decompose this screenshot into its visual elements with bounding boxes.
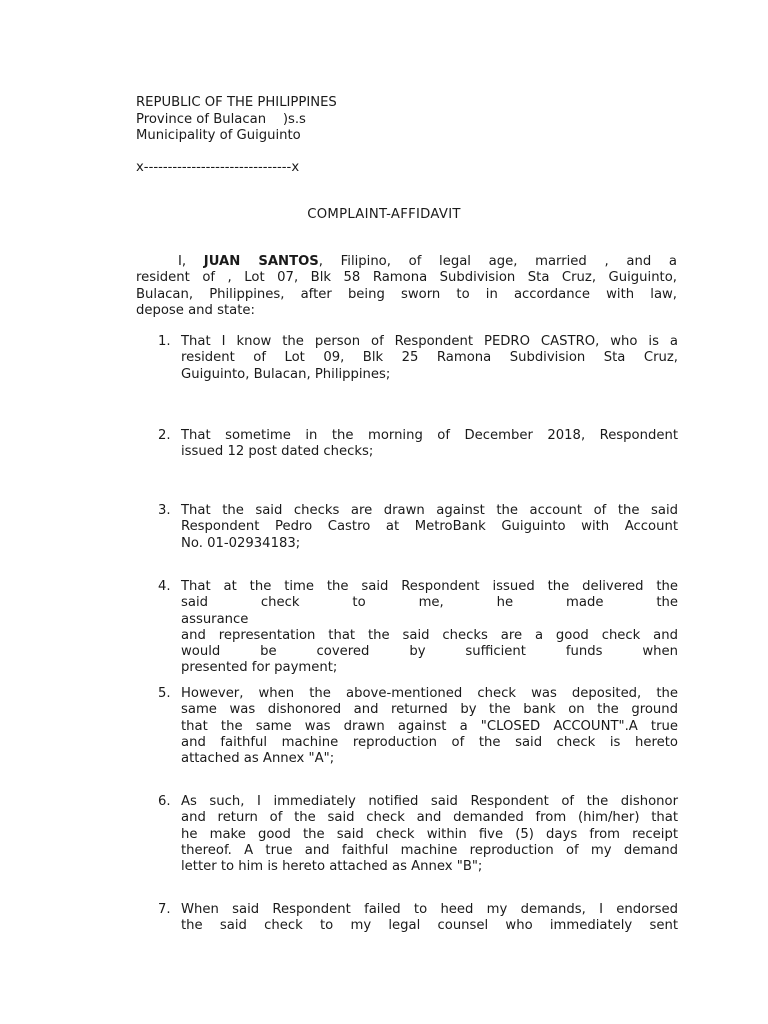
item-text [181, 794, 678, 875]
item-line: and faithful machine reproduction of the said check is hereto [181, 734, 678, 750]
item-line: No. 01-02934183; [181, 535, 301, 551]
list-item [158, 503, 678, 552]
item-line: However, when the above-mentioned check was deposited, the [181, 686, 678, 701]
item-line: Respondent Pedro Castro at MetroBank Guiguinto with Account [181, 519, 678, 535]
intro-paragraph [136, 254, 677, 319]
item-line: the said check to my legal counsel who immediately sent [181, 918, 678, 934]
item-line: That the said checks are drawn against the account of the said [181, 503, 678, 518]
list-item [158, 428, 678, 461]
document-header [136, 95, 337, 145]
item-line: presented for payment; [181, 660, 338, 676]
intro-line-2: resident of , Lot 07, Blk 58 Ramona Subdivision Sta Cruz, Guiguinto, [136, 270, 677, 286]
intro-line-3: Bulacan, Philippines, after being sworn to in accordance with law, [136, 286, 677, 302]
item-text [181, 902, 678, 935]
list-item [158, 579, 678, 677]
item-number: 4. [158, 579, 171, 594]
item-number: 3. [158, 503, 171, 518]
header-municipality: Municipality of Guiguinto [136, 128, 301, 143]
item-line: letter to him is hereto attached as Annex "B"; [181, 859, 483, 875]
separator-line: x-------------------------------x [136, 160, 300, 175]
item-line: resident of Lot 09, Blk 25 Ramona Subdivision Sta Cruz, [181, 350, 678, 366]
item-text [181, 334, 678, 383]
item-line: That sometime in the morning of December 2018, Respondent [181, 428, 678, 443]
item-number: 2. [158, 428, 171, 443]
item-line: That at the time the said Respondent issued the delivered the [181, 579, 678, 594]
item-text [181, 428, 678, 461]
item-line: that the same was drawn against a "CLOSED ACCOUNT".A true [181, 718, 678, 734]
item-line: attached as Annex "A"; [181, 751, 335, 767]
item-line: When said Respondent failed to heed my demands, I endorsed [181, 902, 678, 917]
item-number: 5. [158, 686, 171, 701]
item-number: 6. [158, 794, 171, 809]
list-item [158, 334, 678, 383]
item-line: would be covered by sufficient funds when [181, 644, 678, 660]
intro-line-4: depose and state: [136, 302, 255, 318]
intro-line-1-rest: , Filipino, of legal age, married , and a [318, 254, 677, 269]
header-country: REPUBLIC OF THE PHILIPPINES [136, 95, 337, 110]
item-text [181, 579, 678, 677]
item-text [181, 503, 678, 552]
item-line: he make good the said check within five (5) days from receipt [181, 826, 678, 842]
list-item [158, 686, 678, 767]
item-number: 7. [158, 902, 171, 917]
list-item [158, 794, 678, 875]
header-province: Province of Bulacan )s.s [136, 111, 306, 127]
item-line: same was dishonored and returned by the bank on the ground [181, 702, 678, 718]
intro-line-1 [136, 254, 677, 270]
item-line: issued 12 post dated checks; [181, 444, 374, 460]
item-line: thereof. A true and faithful machine reproduction of my demand [181, 842, 678, 858]
affiant-name: JUAN SANTOS [203, 254, 319, 269]
item-line: That I know the person of Respondent PEDRO CASTRO, who is a [181, 334, 678, 349]
item-line: Guiguinto, Bulacan, Philippines; [181, 366, 391, 382]
item-line: and return of the said check and demanded from (him/her) that [181, 810, 678, 826]
item-number: 1. [158, 334, 171, 349]
list-item [158, 902, 678, 935]
item-line: As such, I immediately notified said Respondent of the dishonor [181, 794, 678, 809]
item-line: said check to me, he made the assurance [181, 595, 678, 627]
item-line: and representation that the said checks are a good check and [181, 627, 678, 643]
document-title: COMPLAINT-AFFIDAVIT [307, 207, 461, 222]
intro-prefix: I, [178, 254, 204, 269]
item-text [181, 686, 678, 767]
